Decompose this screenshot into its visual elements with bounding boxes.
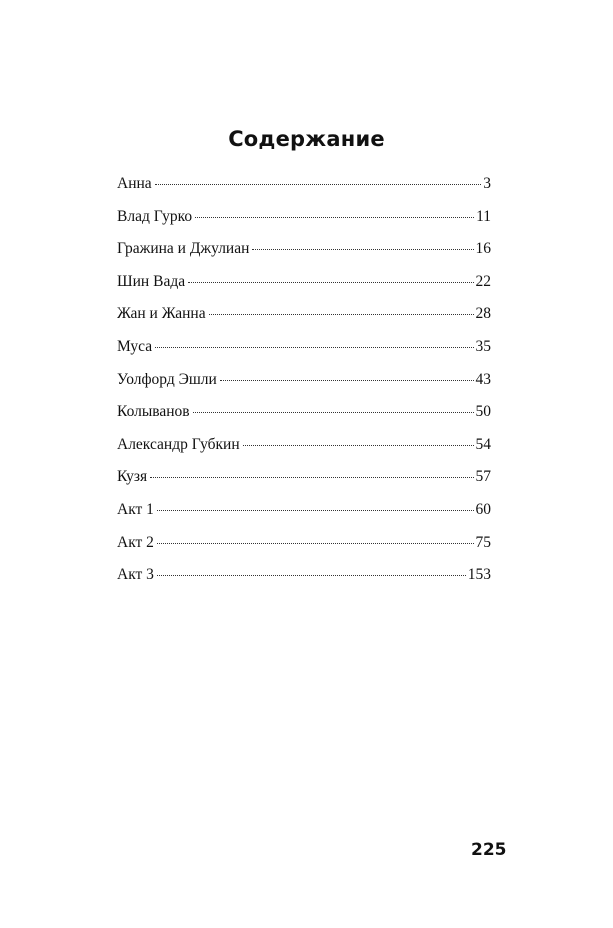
toc-entry-page: 35 — [475, 337, 491, 355]
toc-entry-page: 22 — [475, 272, 491, 290]
toc-entry-title: Акт 2 — [117, 533, 154, 551]
toc-entry-title: Александр Губкин — [117, 435, 240, 453]
toc-entry — [117, 403, 491, 436]
toc-entry — [117, 534, 491, 567]
dot-leader — [157, 575, 466, 576]
toc-entry — [117, 208, 491, 241]
toc-entry — [117, 501, 491, 534]
toc-entry — [117, 240, 491, 273]
toc-entry-page: 57 — [475, 468, 491, 486]
toc-entry — [117, 468, 491, 501]
dot-leader — [188, 282, 473, 283]
page-title: Содержание — [228, 127, 385, 152]
dot-leader — [193, 412, 474, 413]
toc-entry — [117, 436, 491, 469]
dot-leader — [155, 184, 482, 185]
toc-entry-title: Колыванов — [117, 403, 190, 421]
toc-entry-title: Уолфорд Эшли — [117, 370, 217, 388]
toc-entry-title: Кузя — [117, 468, 148, 486]
toc-entry-title: Муса — [117, 337, 153, 355]
page-number: 225 — [471, 840, 507, 860]
toc-entry-page: 54 — [475, 435, 491, 453]
dot-leader — [157, 510, 474, 511]
toc-entry — [117, 273, 491, 306]
toc-entry-page: 16 — [475, 240, 491, 258]
dot-leader — [157, 543, 474, 544]
toc-entry — [117, 305, 491, 338]
toc-entry-page: 60 — [475, 500, 491, 518]
toc-entry-page: 43 — [475, 370, 491, 388]
toc-entry-page: 3 — [483, 175, 491, 192]
toc-entry — [117, 566, 491, 599]
dot-leader — [155, 347, 473, 348]
dot-leader — [195, 217, 474, 218]
toc-entry-title: Жан и Жанна — [117, 305, 206, 323]
dot-leader — [243, 445, 474, 446]
toc-entry-title: Акт 1 — [117, 500, 154, 518]
dot-leader — [150, 477, 473, 478]
toc-entry — [117, 371, 491, 404]
toc-entry-page: 153 — [467, 566, 491, 584]
toc-entry-page: 50 — [475, 403, 491, 421]
toc-entry-title: Анна — [117, 175, 152, 192]
toc-entry-title: Акт 3 — [117, 566, 154, 584]
dot-leader — [252, 249, 473, 250]
dot-leader — [209, 314, 474, 315]
toc-entry-title: Влад Гурко — [117, 207, 193, 225]
table-of-contents — [117, 175, 491, 599]
toc-entry-title: Шин Вада — [117, 272, 186, 290]
dot-leader — [220, 380, 474, 381]
toc-entry-page: 28 — [475, 305, 491, 323]
toc-entry-page: 11 — [476, 207, 491, 225]
toc-entry — [117, 175, 491, 208]
toc-entry — [117, 338, 491, 371]
toc-entry-title: Гражина и Джулиан — [117, 240, 250, 258]
toc-entry-page: 75 — [475, 533, 491, 551]
